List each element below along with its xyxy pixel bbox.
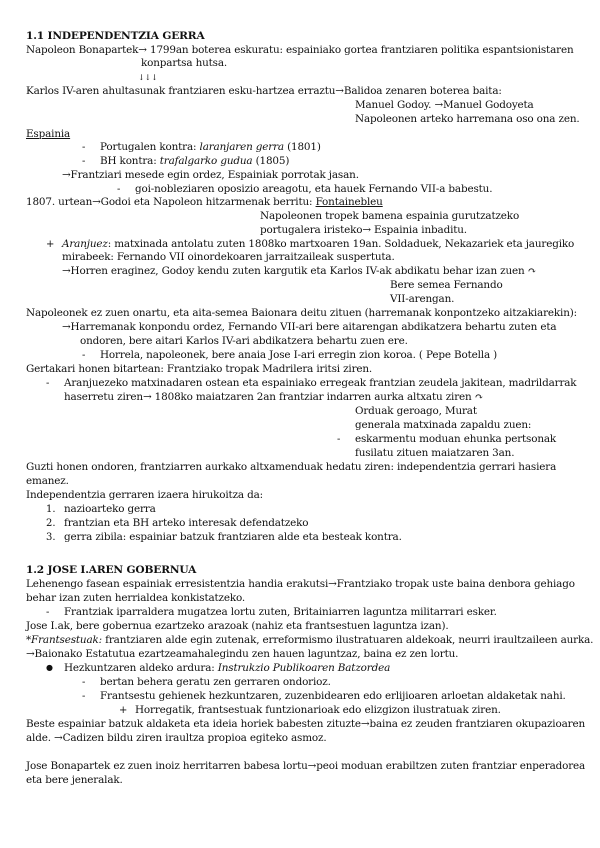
frantziak-item: Frantziak iparraldera mugatzea lortu zuten, Britainiarren laguntza militarrari esker. <box>64 606 497 618</box>
baionako-line: →Baionako Estatutua ezartzeamahalegindu zen hauen laguntzaz, baina ez zen lortu. <box>26 648 459 660</box>
bere-semea-1: Bere semea Fernando <box>390 279 503 291</box>
aranjuezeko-line-2: haserretu ziren→ 1808ko maiatzaren 2an frantziar indarren aurka altxatu ziren ↷ <box>64 391 484 403</box>
beste-line-1: Beste espainiar batzuk aldaketa eta ideia horiek babesten zituzte→baina ez zeuden frantziaren okupazioaren <box>26 718 585 730</box>
portugal-item: Portugalen kontra: laranjaren gerra (1801) <box>100 141 321 153</box>
bullet-dash: - <box>337 434 341 445</box>
frantsestuak-line: *Frantsestuak: frantziaren alde egin zutenak, erreformismo ilustratuaren aldekoak, neurri iraultzaileen aurka. <box>26 634 594 646</box>
lehenengo-line-2: behar izan zuten herrialdea konkistatzeko. <box>26 592 246 604</box>
aranjuez-line: Aranjuez: matxinada antolatu zuten 1808ko martxoaren 19an. Soldaduek, Nekazariek eta jauregiko <box>62 238 575 250</box>
bullet-dash: - <box>82 142 86 153</box>
list-number: 1. <box>46 504 56 515</box>
section-heading-1: 1.1 INDEPENDENTZIA GERRA <box>26 30 205 42</box>
sub-item: Frantsestu gehienek hezkuntzaren, zuzenbidearen edo erlijioaren arloetan aldaketak nahi. <box>100 690 566 702</box>
bullet-dash: - <box>82 350 86 361</box>
jose-line: Jose I.ak, bere gobernua ezartzeko arazoak (nahiz eta frantsestuen laguntza izan). <box>26 620 449 632</box>
list-item: frantzian eta BH arteko interesak defendatzeko <box>64 517 309 529</box>
guzti-line-1: Guzti honen ondoren, frantziarren aurkako altxamenduak hedatu ziren: independentzia gerrari hasiera <box>26 461 557 473</box>
guzti-line-2: emanez. <box>26 475 69 487</box>
eskarmentu-line-1: eskarmentu moduan ehunka pertsonak <box>355 433 557 445</box>
gertakari-line: Gertakari honen bitartean: Frantziako tropak Madrilera iritsi ziren. <box>26 363 373 375</box>
list-item: nazioarteko gerra <box>64 503 156 515</box>
list-item: gerra zibila: espainiar batzuk frantziaren alde eta besteak kontra. <box>64 531 402 543</box>
bullet-dash: - <box>46 607 50 618</box>
down-arrows: ↓↓↓ <box>138 73 158 82</box>
karlos-line: Karlos IV-aren ahultasunak frantziaren esku-hartzea erraztu→Balidoa zenaren boterea baita: <box>26 85 502 97</box>
godoy-line-2: Napoleonen arteko harremana oso ona zen. <box>355 113 580 125</box>
dot-bullet: ● <box>46 663 53 672</box>
goi-noblezia-item: goi-nobleziaren oposizio areagotu, eta hauek Fernando VII-a babestu. <box>135 183 493 195</box>
godoy-line-1: Manuel Godoy. →Manuel Godoyeta <box>355 99 534 111</box>
frantziari-line: →Frantziari mesede egin ordez, Espainiak porrotak jasan. <box>62 169 359 181</box>
jose-bonaparte-line-2: eta bere jeneralak. <box>26 774 123 786</box>
tropak-line-1: Napoleonen tropek bamena espainia gurutzatzeko <box>260 210 520 222</box>
izaera-line: Independentzia gerraren izaera hirukoitza da: <box>26 489 263 501</box>
section-heading-2: 1.2 JOSE I.AREN GOBERNUA <box>26 564 197 576</box>
napoleon-line-cont: konpartsa hutsa. <box>141 57 228 69</box>
plus-bullet: + <box>46 239 55 250</box>
horren-line: →Horren eraginez, Godoy kendu zuten kargutik eta Karlos IV-ak abdikatu behar izan zuen ↷ <box>62 265 537 277</box>
bere-semea-2: VII-arengan. <box>390 293 455 305</box>
sub-item: bertan behera geratu zen gerraren ondorioz. <box>100 676 331 688</box>
orduak-line-2: generala matxinada zapaldu zuen: <box>355 419 532 431</box>
horrela-item: Horrela, napoleonek, bere anaia Jose I-ari erregin zion koroa. ( Pepe Botella ) <box>100 349 498 361</box>
espainia-label: Espainia <box>26 128 71 140</box>
napoleon-line: Napoleon Bonapartek→ 1799an boterea eskuratu: espainiako gortea frantziaren politika espantsionistaren <box>26 44 574 56</box>
hezkuntza-item: Hezkuntzaren aldeko ardura: Instrukzio Publikoaren Batzordea <box>64 662 391 674</box>
orduak-line-1: Orduak geroago, Murat <box>355 405 477 417</box>
bullet-dash: - <box>82 677 86 688</box>
napoleonek-line: Napoleonek ez zuen onartu, eta aita-semea Baionara deitu zituen (harremanak konpontzeko aitzakiarekin): <box>26 307 578 319</box>
bullet-dash: - <box>117 184 121 195</box>
aranjuezeko-line-1: Aranjuezeko matxinadaren ostean eta espainiako erregeak frantzian zeudela jakitean, madrildarrak <box>64 377 577 389</box>
list-number: 3. <box>46 532 56 543</box>
bullet-dash: - <box>46 378 50 389</box>
harremanak-line-1: →Harremanak konpondu ordez, Fernando VII-ari bere aitarengan abdikatzera behartu zuten eta <box>62 321 557 333</box>
bullet-dash: - <box>82 156 86 167</box>
jose-bonaparte-line-1: Jose Bonapartek ez zuen inoiz herritarren babesa lortu→peoi moduan erabiltzen zuten frantziar enperadorea <box>26 760 586 772</box>
aranjuez-line-2: mirabeek: Fernando VII oinordekoaren jarraitzaileak suspertuta. <box>62 251 395 263</box>
lehenengo-line-1: Lehenengo fasean espainiak erresistentzia handia erakutsi→Frantziako tropak uste baina denbora gehiago <box>26 578 575 590</box>
bh-item: BH kontra: trafalgarko gudua (1805) <box>100 155 290 167</box>
list-number: 2. <box>46 518 56 529</box>
eskarmentu-line-2: fusilatu zituen maiatzaren 3an. <box>355 447 515 459</box>
horregatik-item: Horregatik, frantsestuak funtzionarioak edo elizgizon ilustratuak ziren. <box>135 704 501 716</box>
fontainebleu-link: Fontainebleu <box>315 196 383 208</box>
tropak-line-2: portugalera iristeko→ Espainia inbaditu. <box>260 224 467 236</box>
y1807-line: 1807. urtean→Godoi eta Napoleon hitzarmenak berritu: Fontainebleu <box>26 196 383 208</box>
plus-bullet: + <box>119 705 128 716</box>
beste-line-2: alde. →Cadizen bildu ziren iraultza propioa egiteko asmoz. <box>26 732 327 744</box>
bullet-dash: - <box>82 691 86 702</box>
harremanak-line-2: ondoren, bere aitari Karlos IV-ari abdikatzera behartu zuen ere. <box>80 335 408 347</box>
